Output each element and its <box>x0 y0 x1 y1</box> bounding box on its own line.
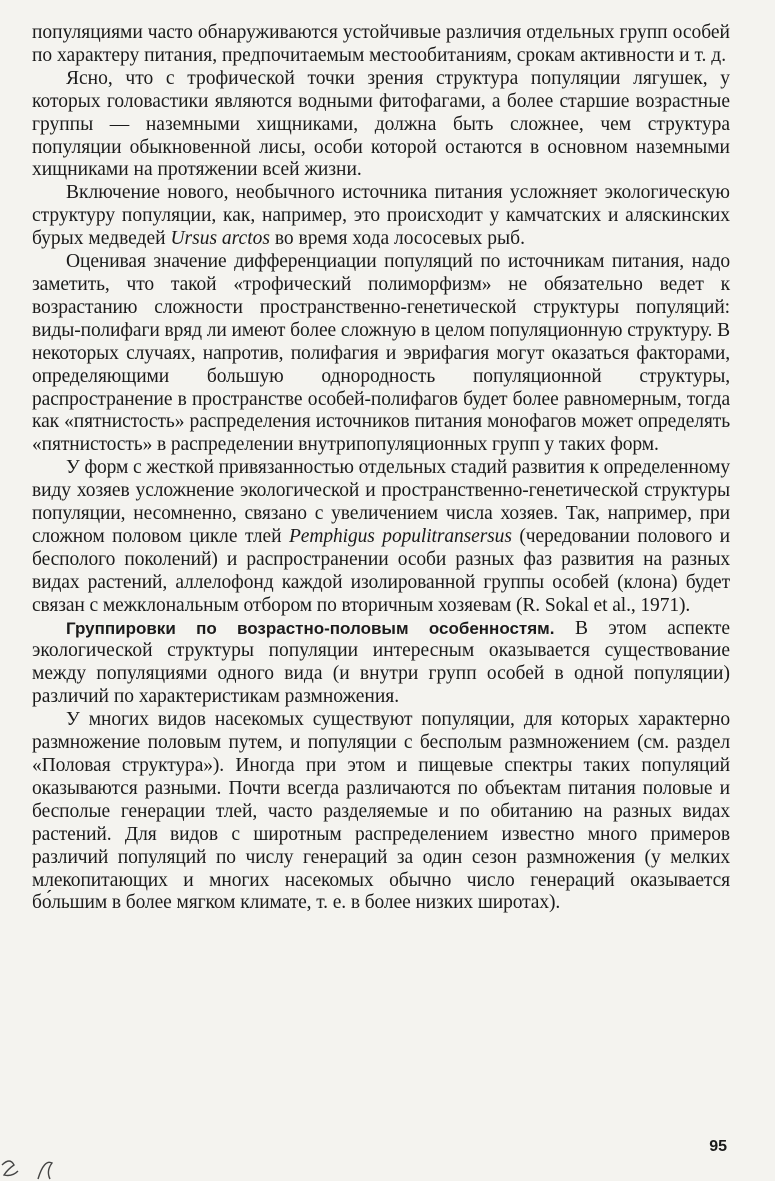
paragraph-frogs: Ясно, что с трофической точки зрения структура популяции лягушек, у которых головастики являются водными фитофагами, а более старшие возрастные группы — наземными хищниками, должна быть сложнее, чем структура популяции обыкновенной лисы, особи которой остаются в основном наземными хищниками на протяжении всей жизни. <box>32 67 730 181</box>
paragraph-bears-tail: во время хода лососевых рыб. <box>269 228 525 250</box>
paragraph-continuation: популяциями часто обнаруживаются устойчивые различия отдельных групп особей по характеру питания, предпочитаемым местообитаниям, срокам активности и т. д. <box>32 22 730 66</box>
paragraph-aphids-tail: (чередовании полового и бесполого поколений) и распространении особи разных фаз развития на разных видах растений, аллелофонд каждой изолированной группы особей (клона) будет связан с межклональным отбором по вторичным хозяевам (R. Sokal et al., 1971). <box>32 525 730 616</box>
pencil-scribble-mark <box>0 1155 80 1181</box>
page-body <box>32 22 730 915</box>
page-number: 95 <box>709 1138 727 1155</box>
paragraph-aphids-text: У форм с жесткой привязанностью отдельных стадий развития к определенному виду хозяев усложнение экологической и пространственно-генетической структуры популяции, несомненно, связано с увеличением числа хозяев. Так, например, при сложном половом цикле тлей <box>32 457 730 547</box>
paragraph-aphids <box>32 457 730 617</box>
paragraph-age-sex-text: В этом аспекте экологической структуры популяции интересным оказывается существование между популяциями одного вида (и внутри групп особей в одной популяции) различий по характеристикам размножения. <box>32 617 730 708</box>
paragraph-trophic-polymorphism: Оценивая значение дифференциации популяций по источникам питания, надо заметить, что такой «трофический полиморфизм» не обязательно ведет к возрастанию сложности пространственно-генетической структуры популяций: виды-полифаги вряд ли имеют более сложную в целом популяционную структуру. В некоторых случаях, напротив, полифагия и эврифагия могут оказаться факторами, определяющими большую однородность популяционной структуры, распространение в пространстве особей-полифагов будет более равномерным, тогда как «пятнистость» распределения источников питания монофагов может определять «пятнистость» в распределении внутрипопуляционных групп у таких форм. <box>32 251 730 456</box>
paragraph-bears <box>32 182 730 251</box>
species-name-pemphigus: Pemphigus populitransersus <box>289 525 512 547</box>
paragraph-bears-text: Включение нового, необычного источника питания усложняет экологическую структуру популяции, как, например, это происходит у камчатских и аляскинских бурых медведей <box>32 182 730 250</box>
section-heading: Группировки по возрастно-половым особенностям. <box>66 618 555 638</box>
species-name-ursus: Ursus arctos <box>170 228 270 250</box>
paragraph-age-sex-groups <box>32 618 730 710</box>
paragraph-insects: У многих видов насекомых существуют популяции, для которых характерно размножение половым путем, и популяции с бесполым размножением (см. раздел «Половая структура»). Иногда при этом и пищевые спектры таких популяций оказываются разными. Почти всегда различаются по объектам питания половые и бесполые генерации тлей, часто разделяемые и по обитанию на разных видах растений. Для видов с широтным распределением известно много примеров различий популяций по числу генераций за один сезон размножения (у мелких млекопитающих и многих насекомых обычно число генераций оказывается бо́льшим в более мягком климате, т. е. в более низких широтах). <box>32 709 730 914</box>
